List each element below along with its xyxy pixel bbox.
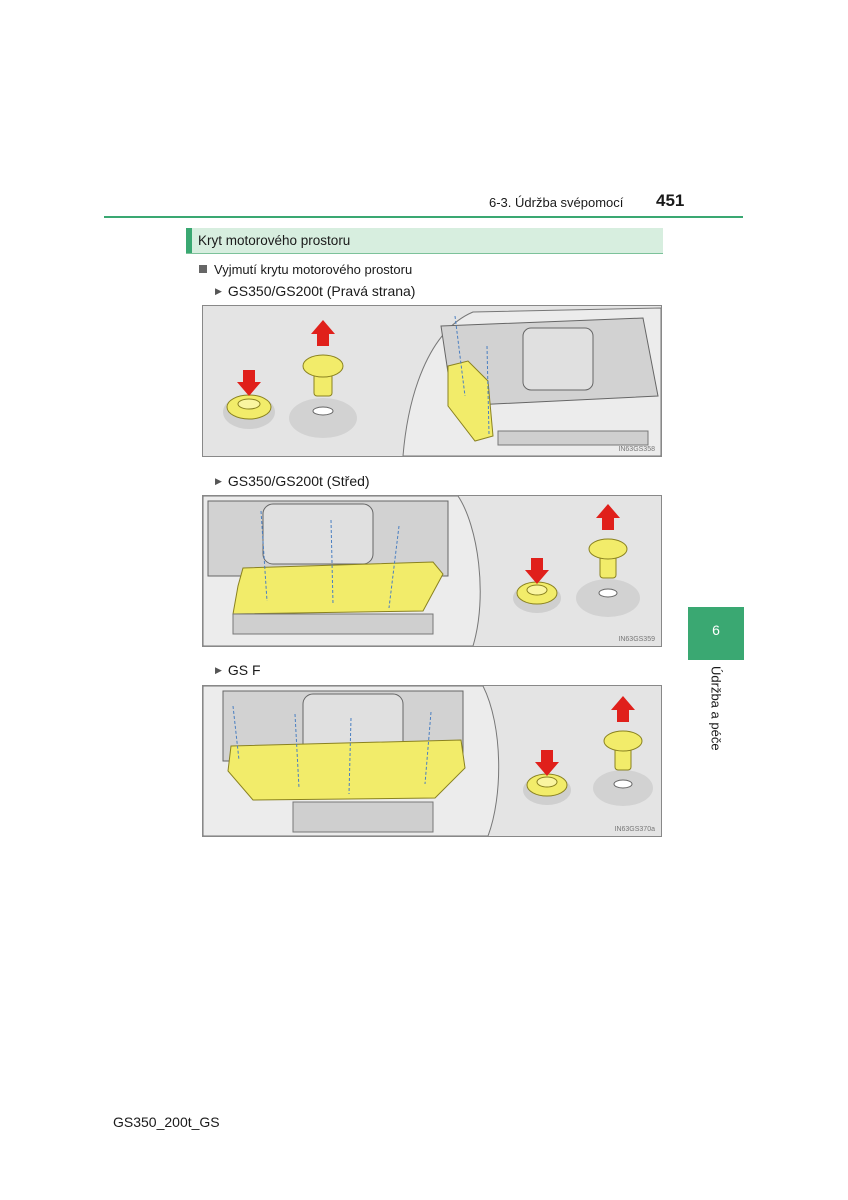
arrow-down-icon [525,558,549,584]
chapter-number: 6 [712,622,720,638]
arrow-up-icon [611,696,635,722]
front-grille [293,802,433,832]
clip-head [589,539,627,559]
page-number: 451 [656,191,685,210]
clip-hole [313,407,333,415]
figure-engine-center [202,495,662,647]
figure-caption-1-text: GS350/GS200t (Pravá strana) [227,283,416,299]
figure-code-1: IN63GS358 [618,446,655,453]
engine-illustration-2 [203,496,661,646]
clip-head-top [537,777,557,787]
triangle-bullet-icon: ▶ [215,476,222,486]
engine-illustration-3 [203,686,661,836]
engine-cover-highlight [233,562,443,614]
clip-hole [599,589,617,597]
arrow-up-icon [596,504,620,530]
chapter-tab [688,607,744,660]
footer-model-code: GS350_200t_GS [113,1114,220,1130]
figure-code-2: IN63GS359 [618,636,655,643]
front-grille [233,614,433,634]
section-title: Kryt motorového prostoru [198,233,351,248]
figure-caption-2 [215,473,370,489]
figure-caption-3-text: GS F [227,662,261,678]
triangle-bullet-icon: ▶ [215,665,222,675]
engine-block [263,504,373,564]
clip-head [604,731,642,751]
clip-head [303,355,343,377]
arrow-down-icon [237,370,261,396]
figure-engine-gsf [202,685,662,837]
figure-engine-right-side [202,305,662,457]
square-bullet-icon [199,265,207,273]
chapter-title: Údržba a péče [708,666,724,751]
figure-code-3: IN63GS370a [614,826,655,833]
header-rule [104,216,743,218]
clip-head-top [527,585,547,595]
subheading-text: Vyjmutí krytu motorového prostoru [214,262,413,277]
figure-caption-1 [215,283,415,299]
clip-shadow [576,579,640,617]
section-title-bar [186,228,663,254]
section-accent [186,228,192,253]
arrow-down-icon [535,750,559,776]
engine-cover-highlight [228,740,465,800]
front-grille [498,431,648,445]
clip-shadow [289,398,357,438]
clip-hole [614,780,632,788]
arrow-up-icon [311,320,335,346]
running-header-section: 6-3. Údržba svépomocí [489,195,624,210]
figure-caption-3 [215,662,261,678]
engine-block [523,328,593,390]
triangle-bullet-icon: ▶ [215,286,222,296]
subheading [199,262,412,277]
figure-caption-2-text: GS350/GS200t (Střed) [227,473,370,489]
engine-illustration-1 [203,306,661,456]
clip-head-top [238,399,260,409]
